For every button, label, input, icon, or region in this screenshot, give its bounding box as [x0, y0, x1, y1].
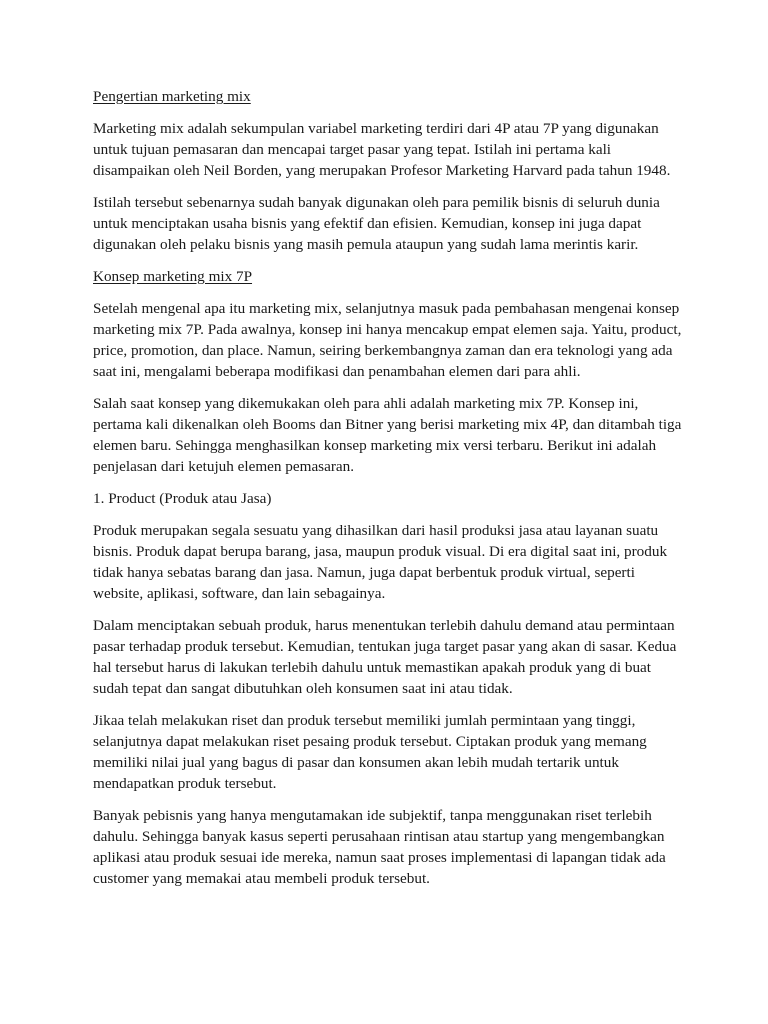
- paragraph: Setelah mengenal apa itu marketing mix, selanjutnya masuk pada pembahasan mengenai konsep marketing mix 7P. Pada awalnya, konsep ini hanya mencakup empat elemen saja. Yaitu, product, price, promotion, dan place. Namun, seiring berkembangnya zaman dan era teknologi yang ada saat ini, mengalami beberapa modifikasi dan penambahan elemen dari para ahli.: [93, 300, 682, 380]
- section-pengertian: [93, 86, 683, 255]
- paragraph: Marketing mix adalah sekumpulan variabel marketing terdiri dari 4P atau 7P yang digunakan untuk tujuan pemasaran dan mencapai target pasar yang tepat. Istilah ini pertama kali disampaikan oleh Neil Borden, yang merupakan Profesor Marketing Harvard pada tahun 1948.: [93, 120, 671, 179]
- section-heading: Pengertian marketing mix: [93, 88, 251, 105]
- paragraph: Jikaa telah melakukan riset dan produk tersebut memiliki jumlah permintaan yang tinggi, selanjutnya dapat melakukan riset pesaing produk tersebut. Ciptakan produk yang memang memiliki nilai jual yang bagus di pasar dan konsumen akan lebih mudah tertarik untuk mendapatkan produk tersebut.: [93, 712, 647, 792]
- section-heading: Konsep marketing mix 7P: [93, 268, 253, 285]
- document-page: [93, 86, 683, 900]
- paragraph: Dalam menciptakan sebuah produk, harus menentukan terlebih dahulu demand atau permintaan pasar terhadap produk tersebut. Kemudian, tentukan juga target pasar yang akan di sasar. Kedua hal tersebut harus di lakukan terlebih dahulu untuk memastikan apakah produk yang di buat sudah tepat dan sangat dibutuhkan oleh konsumen saat ini atau tidak.: [93, 617, 677, 697]
- paragraph: Produk merupakan segala sesuatu yang dihasilkan dari hasil produksi jasa atau layanan suatu bisnis. Produk dapat berupa barang, jasa, maupun produk visual. Di era digital saat ini, produk tidak hanya sebatas barang dan jasa. Namun, juga dapat berbentuk produk virtual, seperti website, aplikasi, software, dan lain sebagainya.: [93, 522, 668, 602]
- paragraph: Banyak pebisnis yang hanya mengutamakan ide subjektif, tanpa menggunakan riset terlebih dahulu. Sehingga banyak kasus seperti perusahaan rintisan atau startup yang mengembangkan aplikasi atau produk sesuai ide mereka, namun saat proses implementasi di lapangan tidak ada customer yang memakai atau membeli produk tersebut.: [93, 807, 666, 887]
- paragraph: Salah saat konsep yang dikemukakan oleh para ahli adalah marketing mix 7P. Konsep ini, pertama kali dikenalkan oleh Booms dan Bitner yang berisi marketing mix 4P, dan ditambah tiga elemen baru. Sehingga menghasilkan konsep marketing mix versi terbaru. Berikut ini adalah penjelasan dari ketujuh elemen pemasaran.: [93, 395, 682, 475]
- section-konsep-7p: [93, 266, 683, 477]
- section-subheading: 1. Product (Produk atau Jasa): [93, 490, 272, 507]
- section-product: [93, 488, 683, 889]
- paragraph: Istilah tersebut sebenarnya sudah banyak digunakan oleh para pemilik bisnis di seluruh dunia untuk menciptakan usaha bisnis yang efektif dan efisien. Kemudian, konsep ini juga dapat digunakan oleh pelaku bisnis yang masih pemula ataupun yang sudah lama merintis karir.: [93, 194, 660, 253]
